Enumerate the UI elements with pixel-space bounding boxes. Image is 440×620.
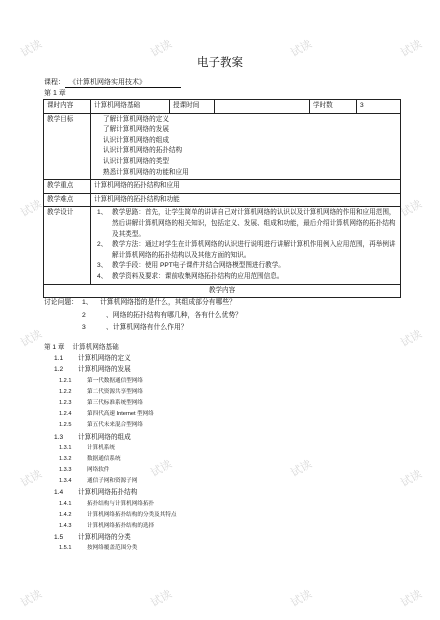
table-row — [44, 284, 401, 298]
outline-item — [44, 364, 177, 375]
goal-item: 了解计算机网络的定义 — [103, 115, 169, 123]
cell-goal-label: 教学目标 — [44, 113, 91, 180]
course-name: 《计算机网络实用技术》 — [65, 77, 181, 88]
outline-text: 计算机网络基础 — [72, 344, 119, 351]
outline-item — [44, 465, 177, 476]
outline-text: 通信子网和资源子网 — [87, 478, 138, 485]
cell-difficulty-value: 计算机网络的拓扑结构和功能 — [91, 193, 401, 207]
design-item — [97, 272, 397, 283]
watermark-text: 试读 — [398, 328, 425, 350]
outline-number: 1.3 — [54, 433, 64, 441]
cell-hours-value: 3 — [357, 100, 401, 114]
cell-lesson-content: 计算机网络基础 — [91, 100, 170, 114]
cell-time-label: 授课时间 — [170, 100, 215, 114]
outline-number: 1.2.4 — [59, 411, 72, 418]
lesson-plan-table — [43, 99, 401, 298]
goal-item: 熟悉计算机网络的功能和应用 — [103, 168, 189, 176]
outline-number: 第 1 章 — [44, 344, 65, 351]
outline-item — [44, 398, 177, 409]
watermark-text: 试读 — [18, 38, 45, 60]
outline-text: 数据通信系统 — [87, 455, 121, 462]
outline-text: 计算机系统 — [87, 444, 115, 451]
outline-text: 第五代未来混合型网络 — [87, 422, 143, 429]
outline-number: 1.3.4 — [59, 478, 72, 485]
goal-item: 认识计算机网络的类型 — [103, 157, 169, 165]
watermark-text: 试读 — [398, 468, 425, 490]
table-row — [44, 113, 401, 180]
outline-number: 1.2.2 — [59, 388, 72, 395]
outline-item — [44, 487, 177, 498]
outline-number: 1.4.3 — [59, 523, 72, 529]
table-row — [44, 180, 401, 194]
outline-number: 1.3.2 — [59, 455, 72, 462]
outline-number: 1.3.1 — [59, 444, 72, 451]
outline-item — [44, 499, 177, 510]
outline-item — [44, 510, 177, 521]
outline-text: 网络软件 — [87, 467, 110, 474]
table-row — [44, 207, 401, 284]
outline-number: 1.1 — [54, 355, 64, 363]
outline-text: 计算机网络的发展 — [78, 366, 131, 374]
watermark-text: 试读 — [288, 458, 315, 480]
watermark-text: 试读 — [398, 588, 425, 610]
design-text: 教学方法：通过对学生在计算机网络的认识进行说明进行讲解计算机作用例入应用范围，再举例讲解计算机网络的拓扑结构以及其他方面的知识。 — [112, 241, 396, 259]
outline-item — [44, 543, 177, 554]
chapter-heading: 第 1 章 — [44, 90, 66, 97]
design-num: 4、 — [97, 272, 108, 280]
outline-number: 1.2.5 — [59, 422, 72, 429]
outline-text: 第二代资源共享型网络 — [87, 388, 143, 395]
outline-number: 1.2.1 — [59, 377, 72, 384]
table-row — [44, 100, 401, 114]
goal-item: 认识计算机网络的拓扑结构 — [103, 147, 183, 155]
outline-number: 1.2.3 — [59, 399, 72, 406]
outline-item — [44, 476, 177, 487]
discussion-question: 、计算机网络有什么作用？ — [106, 324, 188, 331]
outline-text: 第三代标准系统型网络 — [87, 399, 143, 406]
outline-text: 计算机网络的组成 — [78, 433, 131, 441]
design-item — [97, 261, 397, 272]
watermark-text: 试读 — [18, 198, 45, 220]
outline-item — [44, 342, 177, 353]
watermark-text: 试读 — [18, 328, 45, 350]
outline-number: 1.4.1 — [59, 500, 72, 507]
design-text: 教学资料及要求：课前收集网络拓扑结构的应用范围信息。 — [112, 272, 284, 280]
design-num: 2、 — [97, 241, 108, 249]
design-item — [97, 240, 397, 261]
cell-hours-label: 学时数 — [310, 100, 357, 114]
goal-item: 了解计算机网络的发展 — [103, 126, 169, 134]
watermark-text: 试读 — [288, 38, 315, 60]
outline-text: 计算机网络的分类 — [78, 534, 131, 542]
design-item — [97, 208, 397, 240]
watermark-text: 试读 — [148, 38, 175, 60]
discussion-index: 3 — [82, 324, 86, 331]
cell-key-value: 计算机网络的拓扑结构和应用 — [91, 180, 401, 194]
cell-goals — [91, 113, 401, 180]
design-num: 1、 — [97, 209, 108, 217]
discussion-question: 计算机网络指的是什么，其组成部分有哪些？ — [100, 299, 236, 306]
outline-item — [44, 454, 177, 465]
outline-item — [44, 432, 177, 443]
outline-text: 计算机网络的定义 — [78, 355, 131, 363]
course-line — [44, 77, 181, 88]
discussion-index: 1、 — [82, 299, 93, 306]
outline-item — [44, 443, 177, 454]
outline-item — [44, 521, 177, 532]
design-num: 3、 — [97, 262, 108, 270]
outline-text: 计算机网络拓扑结构的分类及其特点 — [87, 511, 177, 518]
outline-text: 第一代数据通信型网络 — [87, 377, 143, 384]
outline-text: 计算机网络拓扑结构 — [78, 489, 138, 497]
discussion-row — [44, 310, 242, 323]
design-text: 教学手段：使用 PPT电子课件并结合网络模型图进行教学。 — [112, 262, 285, 270]
watermark-text: 试读 — [148, 458, 175, 480]
outline-number: 1.5.1 — [59, 545, 72, 552]
goal-item: 认识计算机网络的组成 — [103, 136, 169, 144]
cell-lesson-content-label: 课时内容 — [44, 100, 91, 114]
table-row — [44, 193, 401, 207]
discussion-section — [44, 297, 242, 335]
outline-item — [44, 387, 177, 398]
watermark-text: 试读 — [398, 38, 425, 60]
watermark-text: 试读 — [18, 468, 45, 490]
course-label: 课程： — [44, 79, 65, 86]
watermark-text: 试读 — [18, 588, 45, 610]
cell-key-label: 教学重点 — [44, 180, 91, 194]
discussion-index: 2 — [82, 311, 86, 319]
page-title: 电子教案 — [197, 57, 243, 69]
outline-number: 1.2 — [54, 366, 64, 374]
watermark-text: 试读 — [148, 588, 175, 610]
outline-text: 按网络覆盖范围分类 — [87, 545, 138, 552]
design-text: 教学思路：首先，让学生简单的讲讲自己对计算机网络的认识以及计算机网络的作用和应用范围，然后讲解计算机网络的相关知识，包括定义、发展、组成和功能，最后介绍计算机网络的拓扑结构及其类型。 — [112, 209, 396, 238]
cell-difficulty-label: 教学难点 — [44, 193, 91, 207]
outline-item — [44, 353, 177, 364]
cell-design — [91, 207, 401, 284]
discussion-label: 讨论问题： — [44, 299, 78, 306]
chapter-outline — [44, 342, 177, 555]
outline-number: 1.4 — [54, 489, 64, 497]
outline-text: 拓扑结构与计算机网络拓扑 — [87, 500, 155, 507]
outline-text: 计算机网络拓扑结构的选择 — [87, 523, 155, 529]
watermark-text: 试读 — [288, 588, 315, 610]
cell-time-value — [215, 100, 310, 114]
cell-design-label: 教学设计 — [44, 207, 91, 284]
cell-content-header: 教学内容 — [44, 284, 401, 298]
outline-number: 1.5 — [54, 534, 64, 542]
outline-item — [44, 532, 177, 543]
outline-number: 1.3.3 — [59, 467, 72, 474]
discussion-row — [44, 322, 242, 335]
outline-text: 第四代高速 Internet 型网络 — [87, 411, 154, 418]
outline-item — [44, 376, 177, 387]
outline-item — [44, 409, 177, 420]
watermark-text: 试读 — [398, 198, 425, 220]
discussion-question: 、网络的拓扑结构有哪几种，各有什么优势？ — [106, 311, 242, 319]
discussion-row — [44, 297, 242, 310]
outline-number: 1.4.2 — [59, 511, 72, 518]
outline-item — [44, 420, 177, 431]
